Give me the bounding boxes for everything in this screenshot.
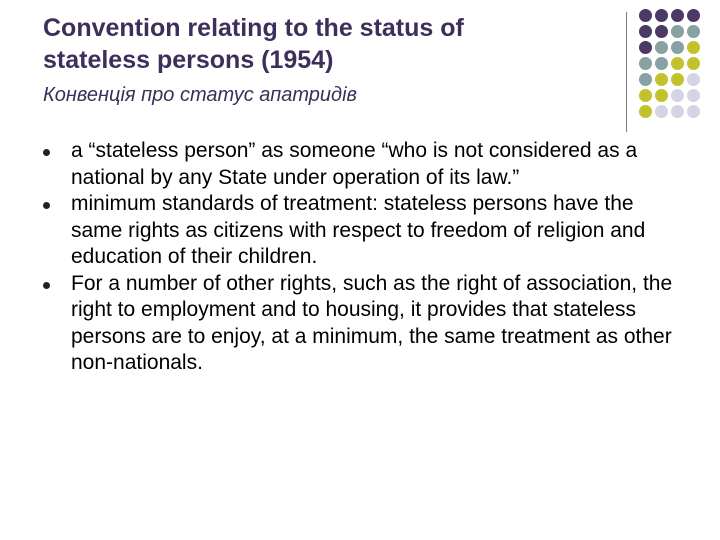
decorative-dot: [639, 105, 652, 118]
decorative-dot: [687, 25, 700, 38]
decorative-dot: [671, 105, 684, 118]
decorative-dot: [639, 89, 652, 102]
decorative-dot: [687, 105, 700, 118]
decorative-dot: [639, 25, 652, 38]
bullet-item: [43, 138, 683, 191]
decorative-dot: [671, 25, 684, 38]
decorative-dot: [655, 89, 668, 102]
bullet-marker: [43, 202, 50, 209]
slide-title: [43, 12, 603, 76]
bullet-text: For a number of other rights, such as the right of association, the right to employment and to housing, it provides that stateless persons are to enjoy, at a minimum, the same treatment as other non-nationals.: [71, 271, 673, 374]
bullet-list: [43, 138, 683, 377]
decorative-dot: [671, 41, 684, 54]
decorative-dot: [655, 105, 668, 118]
decorative-dot: [687, 41, 700, 54]
decorative-dot: [671, 57, 684, 70]
decorative-dot: [639, 41, 652, 54]
bullet-text: a “stateless person” as someone “who is not considered as a national by any State under operation of its law.”: [71, 139, 638, 189]
slide-subtitle: Конвенція про статус апатридів: [43, 84, 357, 106]
decorative-dot: [655, 41, 668, 54]
decorative-dot-grid: [638, 8, 702, 120]
decorative-dot: [639, 73, 652, 86]
decorative-dot: [671, 89, 684, 102]
bullet-marker: [43, 282, 50, 289]
decorative-dot: [655, 57, 668, 70]
decorative-dot: [687, 89, 700, 102]
slide-title-line-2: stateless persons (1954): [43, 46, 334, 74]
vertical-divider: [626, 12, 627, 132]
decorative-dot: [687, 9, 700, 22]
decorative-dot: [655, 9, 668, 22]
decorative-dot: [687, 73, 700, 86]
decorative-dot: [671, 9, 684, 22]
slide-title-line-1: Convention relating to the status of: [43, 14, 464, 42]
decorative-dot: [687, 57, 700, 70]
bullet-item: [43, 271, 683, 377]
bullet-text: minimum standards of treatment: stateless persons have the same rights as citizens with respect to freedom of religion and education of their children.: [71, 192, 646, 268]
bullet-marker: [43, 149, 50, 156]
decorative-dot: [639, 57, 652, 70]
decorative-dot: [671, 73, 684, 86]
bullet-item: [43, 191, 683, 271]
decorative-dot: [655, 73, 668, 86]
decorative-dot: [655, 25, 668, 38]
decorative-dot: [639, 9, 652, 22]
